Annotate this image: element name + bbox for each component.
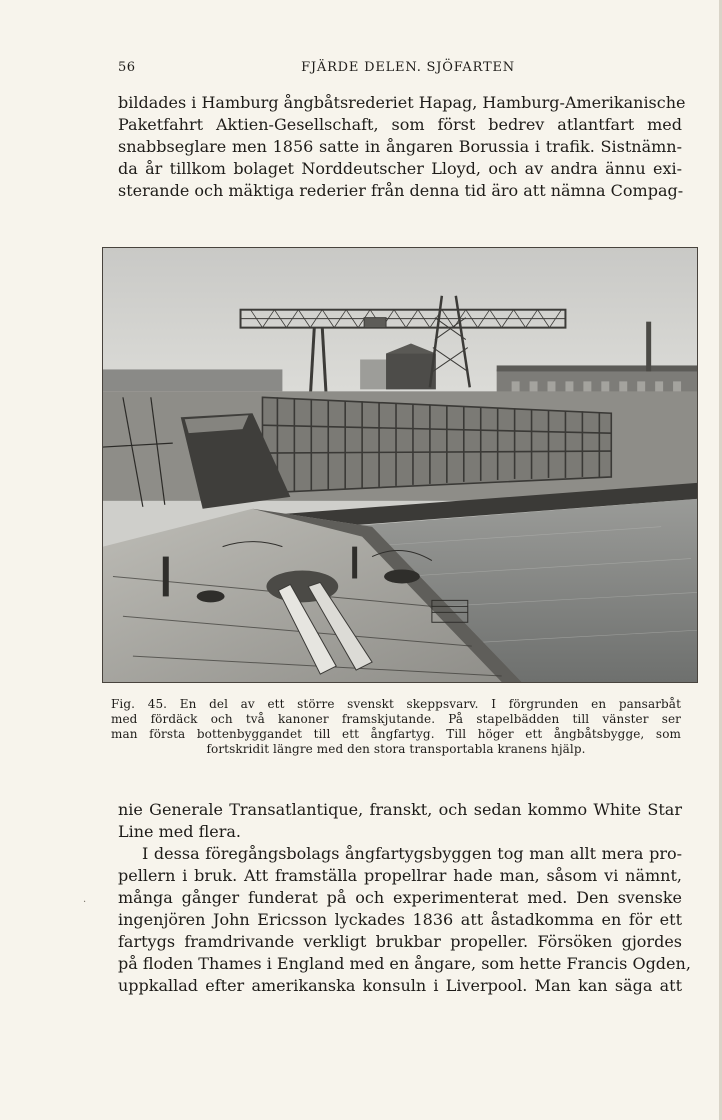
margin-mark: · <box>83 897 87 908</box>
body-paragraph-bottom <box>118 799 691 997</box>
text-line: Line med flera. <box>118 822 241 841</box>
page-header <box>118 60 686 78</box>
text-line: sterande och mäktiga rederier från denna tid äro att nämna Compag- <box>118 181 684 200</box>
text-line: bildades i Hamburg ångbåtsrederiet Hapag, Hamburg-Amerikanische <box>118 93 686 112</box>
body-paragraph-top <box>118 92 686 202</box>
page-number: 56 <box>118 60 136 75</box>
hull-frames <box>262 397 611 493</box>
shipyard-photo-illustration <box>103 248 697 682</box>
text-line: pellern i bruk. Att framställa propellrar hade man, såsom vi nämnt, <box>118 866 682 885</box>
figure-caption <box>111 697 681 757</box>
running-title: FJÄRDE DELEN. SJÖFARTEN <box>301 60 515 75</box>
text-line: ingenjören John Ericsson lyckades 1836 att åstadkomma en för ett <box>118 910 682 929</box>
text-line: fartygs framdrivande verkligt brukbar propeller. Försöken gjordes <box>118 932 682 951</box>
caption-line: Fig. 45. En del av ett större svenskt skeppsvarv. I förgrunden en pansarbåt <box>111 697 681 711</box>
text-line: da år tillkom bolaget Norddeutscher Lloyd, och av andra ännu exi- <box>118 159 682 178</box>
text-line: Paketfahrt Aktien-Gesellschaft, som först bedrev atlantfart med <box>118 115 682 134</box>
text-line: nie Generale Transatlantique, franskt, och sedan kommo White Star <box>118 800 682 819</box>
text-line: snabbseglare men 1856 satte in ångaren Borussia i trafik. Sistnämn- <box>118 137 682 156</box>
text-line: på floden Thames i England med en ångare, som hette Francis Ogden, <box>118 954 691 973</box>
caption-line: med fördäck och två kanoner framskjutande. På stapelbädden till vänster ser <box>111 712 681 726</box>
caption-line: man första bottenbyggandet till ett ångfartyg. Till höger ett ångbåtsbygge, som <box>111 727 681 741</box>
text-line: uppkallad efter amerikanska konsuln i Liverpool. Man kan säga att <box>118 976 682 995</box>
shipyard-photograph <box>102 247 698 683</box>
caption-line: fortskridit längre med den stora transportabla kranens hjälp. <box>206 742 586 756</box>
text-line: många gånger funderat på och experimenterat med. Den svenske <box>118 888 682 907</box>
text-line: I dessa föregångsbolags ångfartygsbyggen tog man allt mera pro- <box>142 844 682 863</box>
